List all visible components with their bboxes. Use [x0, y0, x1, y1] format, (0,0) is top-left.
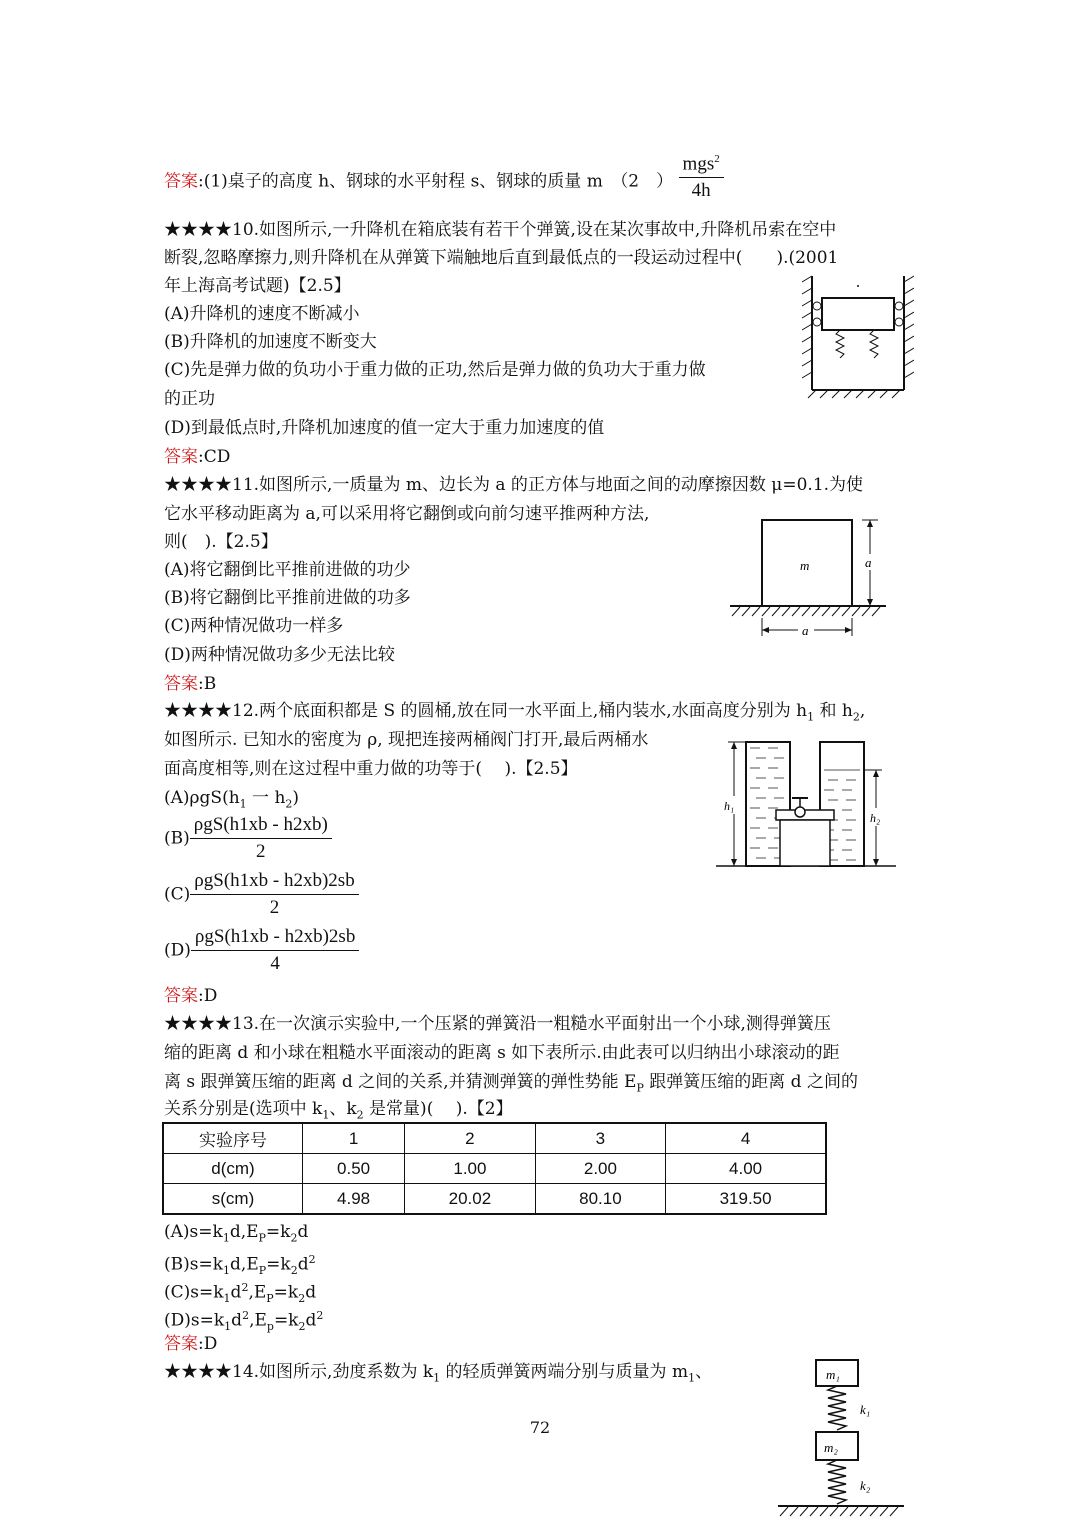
q13-line-4: 关系分别是(选项中 $k_1$、$k_2$ 是常量)( ).【2】	[164, 1099, 513, 1122]
cube-label-m: m	[800, 558, 810, 573]
q10-option-c: (C)先是弹力做的负功小于重力做的正功,然后是弹力做的负功大于重力做	[164, 360, 706, 380]
q13-answer: 答案:D	[164, 1334, 218, 1354]
q11-option-a: (A)将它翻倒比平推前进做的功少	[164, 560, 411, 580]
q12-answer: 答案:D	[164, 986, 218, 1006]
q13-option-c: $(C)s=k_1d^2,E_P=k_2d$	[164, 1281, 317, 1306]
q10-option-b: (B)升降机的加速度不断变大	[164, 332, 377, 352]
h1-label: h₁	[724, 799, 735, 813]
cube-height-label: a	[865, 555, 872, 570]
q10-answer: 答案:CD	[164, 447, 231, 467]
two-barrels-figure	[716, 726, 906, 876]
experiment-table	[162, 1122, 827, 1215]
h2-label: h₂	[870, 811, 881, 825]
q13-option-a: $(A)s=k_1d,E_P=k_2d$	[164, 1222, 309, 1245]
q11-line-2: 它水平移动距离为 a,可以采用将它翻倒或向前匀速平推两种方法,	[164, 504, 650, 524]
m1-label: m₁	[826, 1367, 840, 1382]
table-row: d(cm) 0.50 1.00 2.00 4.00	[163, 1154, 826, 1184]
q11-line-3: 则( ).【2.5】	[164, 532, 278, 552]
table-row: s(cm) 4.98 20.02 80.10 319.50	[163, 1184, 826, 1215]
q11-option-b: (B)将它翻倒比平推前进做的功多	[164, 588, 411, 608]
q11-option-c: (C)两种情况做功一样多	[164, 616, 344, 636]
q11-answer: 答案:B	[164, 674, 217, 694]
q13-option-b: $(B)s=k_1d,E_P=k_2d^2$	[164, 1253, 316, 1278]
q12-option-c: (C) $\frac{\text{ρgS(h1xb - h2xb)2sb}}{2}$	[164, 868, 359, 921]
q10-option-d: (D)到最低点时,升降机加速度的值一定大于重力加速度的值	[164, 418, 605, 438]
q10-line-1: ★★★★10.如图所示,一升降机在箱底装有若干个弹簧,设在某次事故中,升降机吊索在空中	[164, 220, 837, 240]
q10-option-a: (A)升降机的速度不断减小	[164, 304, 360, 324]
q12-option-d: (D) $\frac{\text{ρgS(h1xb - h2xb)2sb}}{4}$	[164, 924, 359, 977]
fraction-mgs2-over-4h: $\frac{mgs^2}{4h}$	[679, 146, 724, 204]
q13-option-d: $(D)s=k_1d^2,E_p=k_2d^2$	[164, 1309, 324, 1334]
q10-option-c-cont: 的正功	[164, 389, 215, 409]
q12-option-a: $(A)\rho gS(h_1$ 一 $h_2$)	[164, 788, 300, 811]
q10-line-2: 断裂,忽略摩擦力,则升降机在从弹簧下端触地后直到最低点的一段运动过程中( ).(2001	[164, 248, 839, 268]
q12-line-3: 面高度相等,则在这过程中重力做的功等于( ).【2.5】	[164, 759, 578, 779]
page-number: 72	[529, 1418, 551, 1437]
q14-line-1: ★★★★14.如图所示,劲度系数为 $k_1$ 的轻质弹簧两端分别与质量为 $m_1$、	[164, 1362, 713, 1385]
q11-line-1: ★★★★11.如图所示,一质量为 m、边长为 a 的正方体与地面之间的动摩擦因数 μ=0.1.为使	[164, 475, 864, 495]
q13-line-3: 离 s 跟弹簧压缩的距离 d 之间的关系,并猜测弹簧的弹性势能 $E_P$ 跟弹簧压缩的距离 d 之间的	[164, 1072, 858, 1095]
cube-figure	[728, 512, 888, 642]
q12-line-1: ★★★★12.两个底面积都是 S 的圆桶,放在同一水平面上,桶内装水,水面高度分别为 $h_1$ 和 $h_2$,	[164, 701, 866, 724]
cube-width-label: a	[802, 623, 809, 638]
masses-springs-figure	[776, 1356, 908, 1526]
q10-line-3: 年上海高考试题)【2.5】	[164, 276, 351, 296]
m2-label: m₂	[824, 1440, 838, 1455]
q12-line-2: 如图所示. 已知水的密度为 ρ, 现把连接两桶阀门打开,最后两桶水	[164, 730, 649, 750]
k2-label: k₂	[860, 1478, 871, 1493]
answer-text: :(1)桌子的高度 h、钢球的水平射程 s、钢球的质量 m （2 ）	[198, 171, 674, 192]
q11-option-d: (D)两种情况做功多少无法比较	[164, 645, 395, 665]
k1-label: k₁	[860, 1402, 871, 1417]
q12-option-b: (B) $\frac{\text{ρgS(h1xb - h2xb)}}{2}$	[164, 812, 332, 865]
answer-label: 答案	[164, 171, 198, 192]
q13-line-1: ★★★★13.在一次演示实验中,一个压紧的弹簧沿一粗糙水平面射出一个小球,测得弹簧压	[164, 1014, 831, 1034]
table-header-row: 实验序号 1 2 3 4	[163, 1123, 826, 1154]
q9-answer	[164, 153, 724, 204]
elevator-springs-figure	[798, 272, 914, 400]
q13-line-2: 缩的距离 d 和小球在粗糙水平面滚动的距离 s 如下表所示.由此表可以归纳出小球滚动的距	[164, 1043, 840, 1063]
